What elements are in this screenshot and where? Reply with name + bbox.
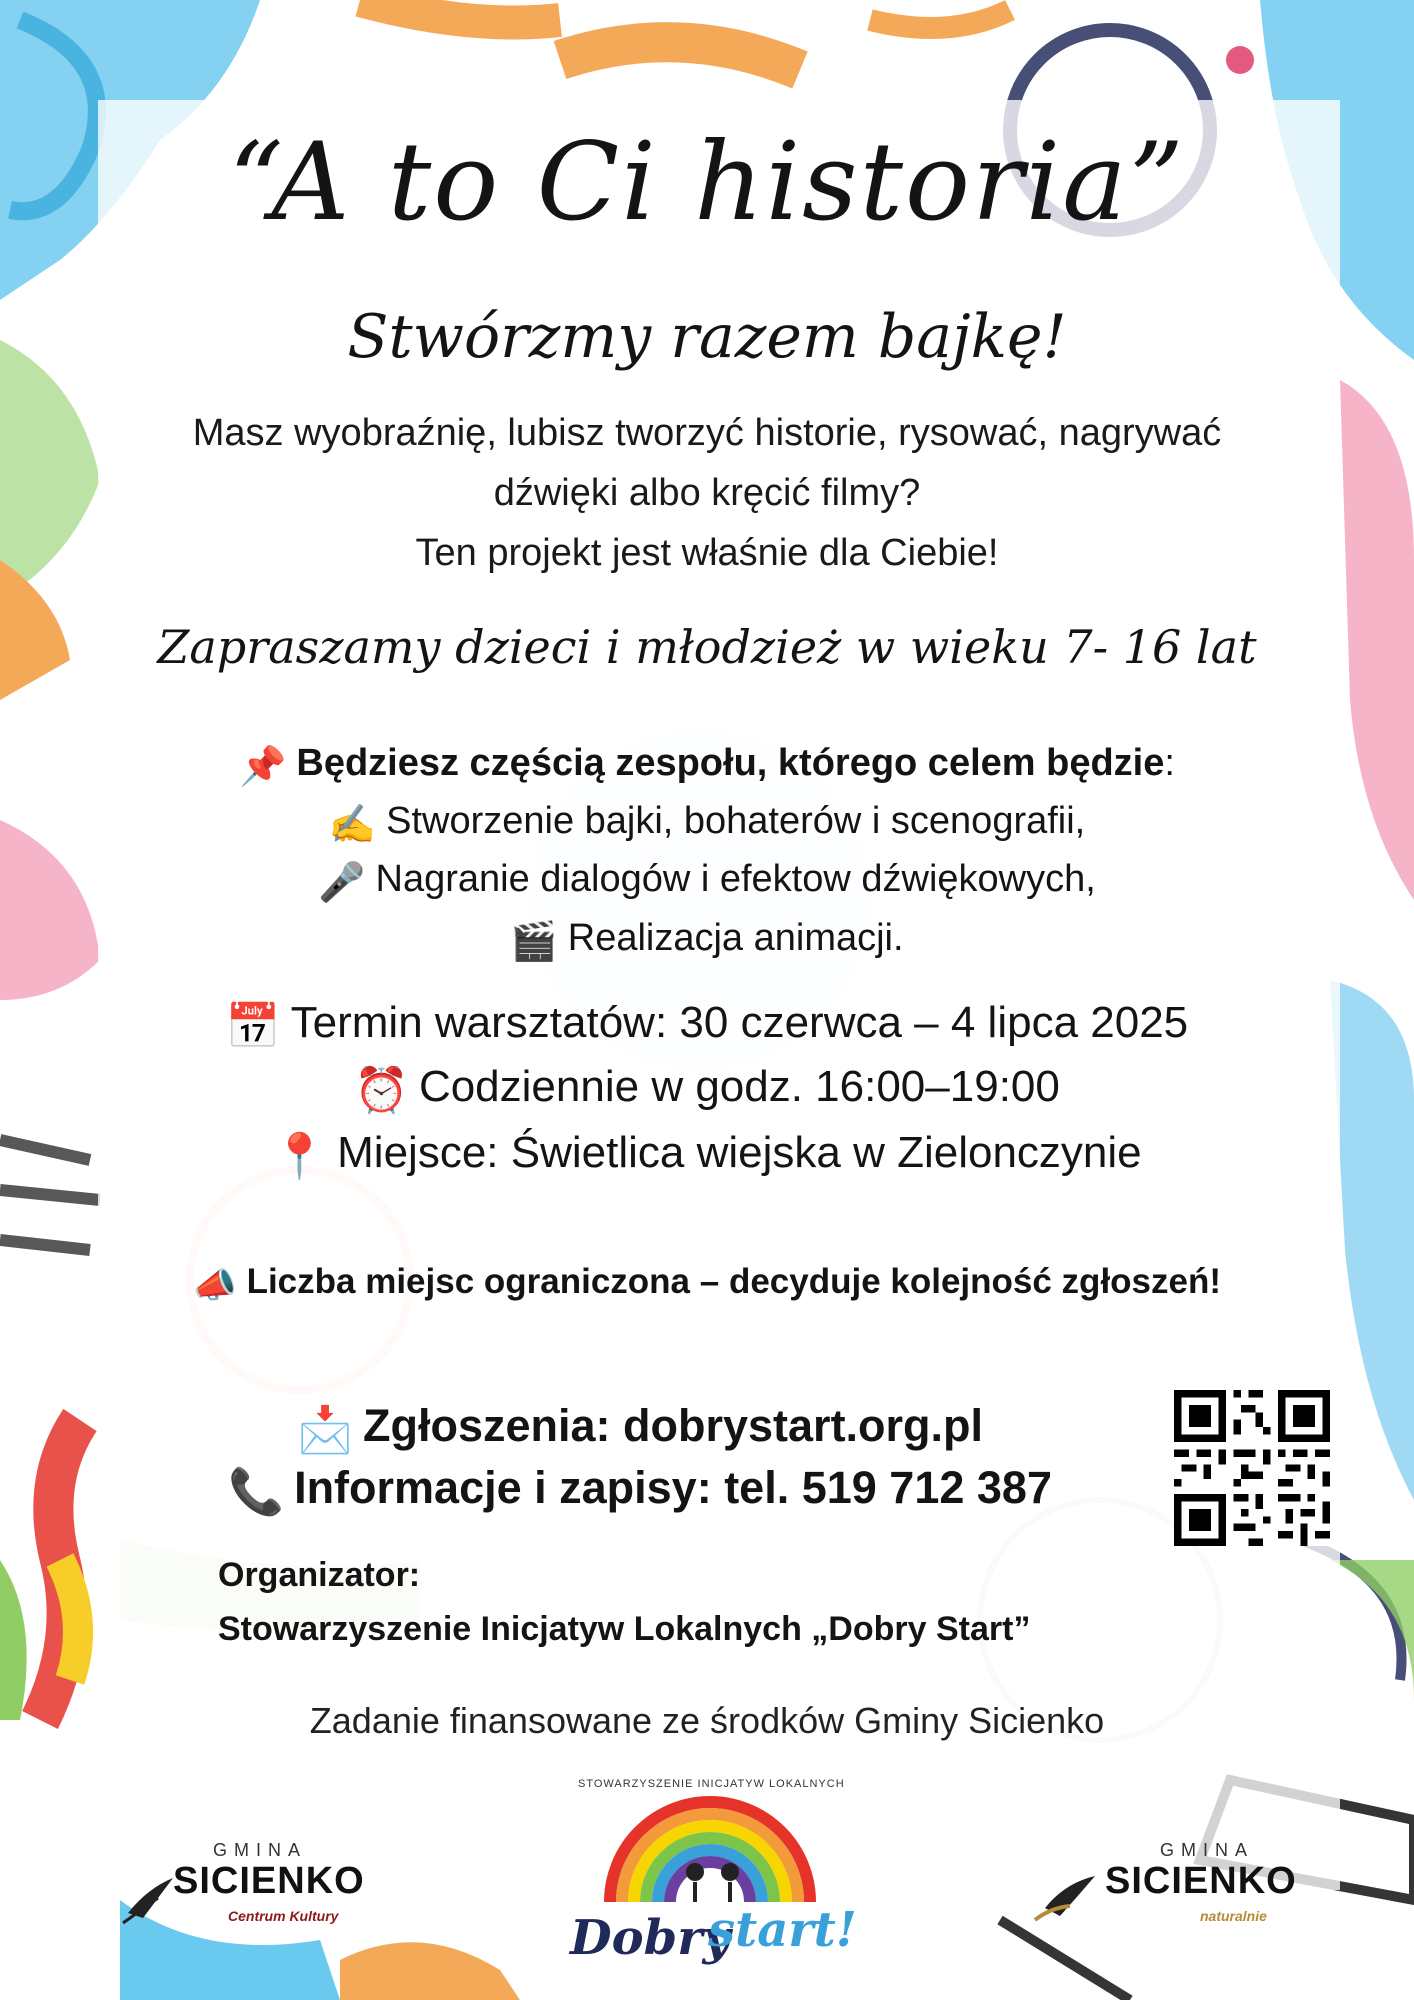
workshop-dates-text: Termin warsztatów: 30 czerwca – 4 lipca 2025 [290, 998, 1189, 1047]
goals-heading [0, 742, 1414, 789]
intro-line: Ten projekt jest właśnie dla Ciebie! [415, 532, 999, 574]
workshop-hours [0, 1062, 1414, 1116]
logo-left-sub: Centrum Kultury [228, 1908, 339, 1924]
age-invitation: Zapraszamy dzieci i młodzież w wieku 7- 16 lat [157, 620, 1257, 674]
goals-heading-colon: : [1164, 742, 1175, 784]
bird-icon [1030, 1858, 1110, 1928]
goal-item-text: Nagranie dialogów i efektow dźwiękowych, [375, 858, 1096, 900]
qr-code[interactable] [1174, 1390, 1330, 1546]
organizer-name: Stowarzyszenie Inicjatyw Lokalnych „Dobry Start” [218, 1610, 1031, 1648]
pushpin-icon: 📌 [239, 746, 287, 788]
writing-hand-icon: ✍ [328, 804, 377, 846]
calendar-icon: 📅 [225, 1002, 281, 1051]
workshop-dates [0, 998, 1414, 1052]
funding-note: Zadanie finansowane ze środków Gminy Sicienko [309, 1700, 1105, 1741]
organizer-label: Organizator: [218, 1556, 421, 1594]
poster-title: “A to Ci historia” [228, 120, 1186, 245]
location-pin-icon: 📍 [272, 1132, 328, 1181]
intro-line: Masz wyobraźnię, lubisz tworzyć historie, rysować, nagrywać [192, 412, 1222, 454]
workshop-place [0, 1128, 1414, 1182]
logo-left-top: GMINA [213, 1840, 308, 1860]
logo-right-name: SICIENKO [1105, 1860, 1297, 1902]
poster-subtitle: Stwórzmy razem bajkę! [347, 302, 1067, 372]
logo-mid-arc: STOWARZYSZENIE INICJATYW LOKALNYCH [578, 1778, 845, 1790]
clapperboard-icon: 🎬 [510, 921, 558, 963]
phone-number[interactable]: Informacje i zapisy: tel. 519 712 387 [294, 1462, 1052, 1513]
goals-heading-text: Będziesz częścią zespołu, którego celem będzie [296, 742, 1165, 784]
goal-item-text: Stworzenie bajki, bohaterów i scenografii, [386, 800, 1086, 842]
rainbow-icon [580, 1772, 840, 1912]
microphone-icon: 🎤 [318, 862, 366, 904]
logo-mid-brand-b: start! [708, 1902, 857, 1958]
workshop-place-text: Miejsce: Świetlica wiejska w Zielonczynie [337, 1128, 1142, 1177]
sicienko-municipality-logo [1030, 1838, 1330, 1938]
limited-places-text: Liczba miejsc ograniczona – decyduje kolejność zgłoszeń! [246, 1262, 1222, 1301]
dobry-start-logo [560, 1772, 860, 1972]
logo-left-name: SICIENKO [173, 1860, 365, 1902]
workshop-hours-text: Codziennie w godz. 16:00–19:00 [418, 1062, 1060, 1111]
goal-item [0, 858, 1414, 905]
alarm-clock-icon: ⏰ [354, 1066, 409, 1115]
logo-mid-brand-a: Dobry [570, 1910, 731, 1966]
megaphone-icon: 📣 [192, 1266, 237, 1305]
phone-info [0, 1462, 1280, 1518]
intro-line: dźwięki albo kręcić filmy? [493, 472, 921, 514]
envelope-icon: 📩 [296, 1404, 353, 1455]
phone-icon: 📞 [228, 1466, 285, 1517]
sicienko-culture-center-logo [118, 1838, 378, 1938]
signup-info [0, 1400, 1280, 1456]
limited-places-notice [0, 1262, 1414, 1306]
logo-right-top: GMINA [1160, 1840, 1255, 1860]
goal-item-text: Realizacja animacji. [567, 917, 904, 959]
goal-item [0, 917, 1414, 964]
goal-item [0, 800, 1414, 847]
logo-right-sub: naturalnie [1200, 1908, 1267, 1924]
signup-link[interactable]: Zgłoszenia: dobrystart.org.pl [362, 1400, 984, 1451]
